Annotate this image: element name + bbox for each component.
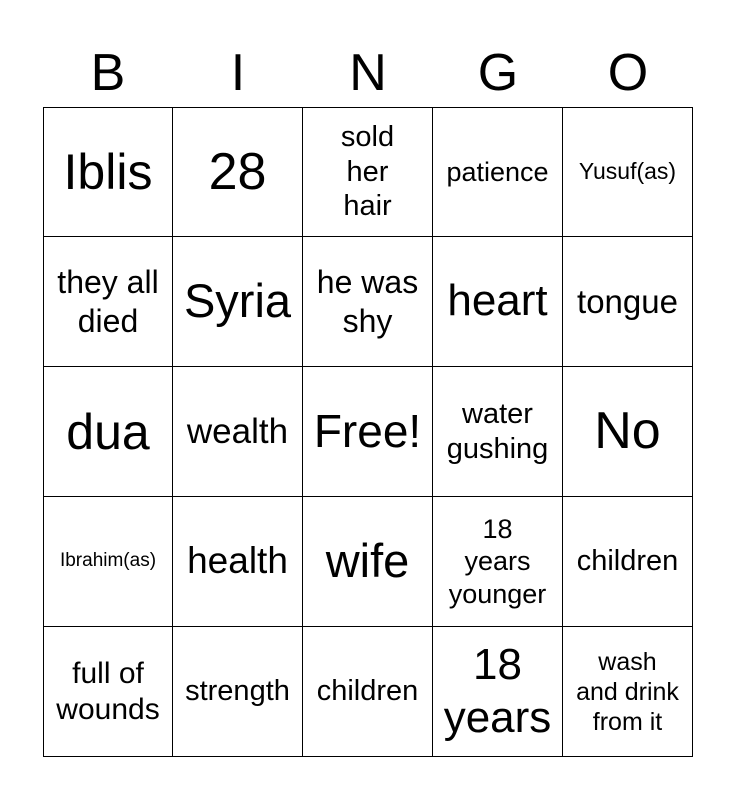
bingo-cell[interactable] — [303, 107, 433, 237]
header-letter-b: B — [90, 44, 126, 102]
bingo-board — [43, 107, 693, 757]
bingo-cell[interactable] — [43, 237, 173, 367]
bingo-cell-text: wash and drink from it — [576, 647, 679, 736]
bingo-cell-text: 18 years — [443, 639, 552, 742]
bingo-cell[interactable] — [433, 107, 563, 237]
bingo-cell-text: No — [594, 402, 661, 461]
bingo-cell[interactable] — [563, 237, 693, 367]
bingo-cell-text: Free! — [313, 404, 422, 457]
header-letter-o: O — [607, 44, 649, 102]
bingo-cell-text: tongue — [577, 282, 678, 320]
bingo-cell[interactable] — [303, 367, 433, 497]
bingo-cell[interactable] — [173, 367, 303, 497]
bingo-cell[interactable] — [433, 627, 563, 757]
bingo-cell[interactable] — [563, 627, 693, 757]
bingo-cell-text: wife — [325, 534, 410, 588]
bingo-cell[interactable] — [43, 497, 173, 627]
bingo-cell-text: Ibrahim(as) — [59, 550, 157, 572]
bingo-cell[interactable] — [303, 497, 433, 627]
header-letter-n: N — [349, 44, 387, 102]
bingo-cell[interactable] — [563, 367, 693, 497]
bingo-cell[interactable] — [563, 107, 693, 237]
bingo-cell-text: they all died — [57, 264, 159, 339]
bingo-cell-text: children — [316, 675, 419, 708]
bingo-cell[interactable] — [43, 367, 173, 497]
bingo-cell-text: dua — [66, 403, 150, 460]
bingo-cell-text: 18 years younger — [448, 513, 547, 609]
header-letter-i: I — [230, 44, 246, 102]
bingo-cell-text: wealth — [186, 411, 289, 451]
bingo-cell-text: Yusuf(as) — [578, 158, 677, 185]
bingo-cell[interactable] — [173, 237, 303, 367]
bingo-cell-text: sold her hair — [340, 120, 395, 223]
bingo-cell[interactable] — [563, 497, 693, 627]
bingo-header — [43, 40, 693, 106]
bingo-cell-text: water gushing — [446, 397, 549, 465]
bingo-cell-text: strength — [185, 675, 290, 708]
bingo-cell-text: Syria — [183, 274, 292, 328]
bingo-cell[interactable] — [303, 237, 433, 367]
bingo-cell[interactable] — [173, 107, 303, 237]
bingo-cell-text: patience — [446, 156, 549, 187]
bingo-cell-text: children — [576, 545, 679, 578]
bingo-cell[interactable] — [173, 497, 303, 627]
bingo-cell[interactable] — [43, 627, 173, 757]
bingo-cell-text: 28 — [208, 142, 267, 201]
bingo-cell-text: heart — [447, 276, 548, 326]
bingo-cell[interactable] — [433, 497, 563, 627]
bingo-cell-text: Iblis — [63, 144, 153, 200]
bingo-cell[interactable] — [43, 107, 173, 237]
bingo-cell[interactable] — [433, 367, 563, 497]
bingo-cell[interactable] — [303, 627, 433, 757]
bingo-cell-text: he was shy — [316, 264, 419, 339]
bingo-cell[interactable] — [433, 237, 563, 367]
bingo-cell-text: full of wounds — [56, 656, 160, 726]
bingo-cell[interactable] — [173, 627, 303, 757]
header-letter-g: G — [477, 44, 519, 102]
bingo-cell-text: health — [187, 540, 288, 582]
